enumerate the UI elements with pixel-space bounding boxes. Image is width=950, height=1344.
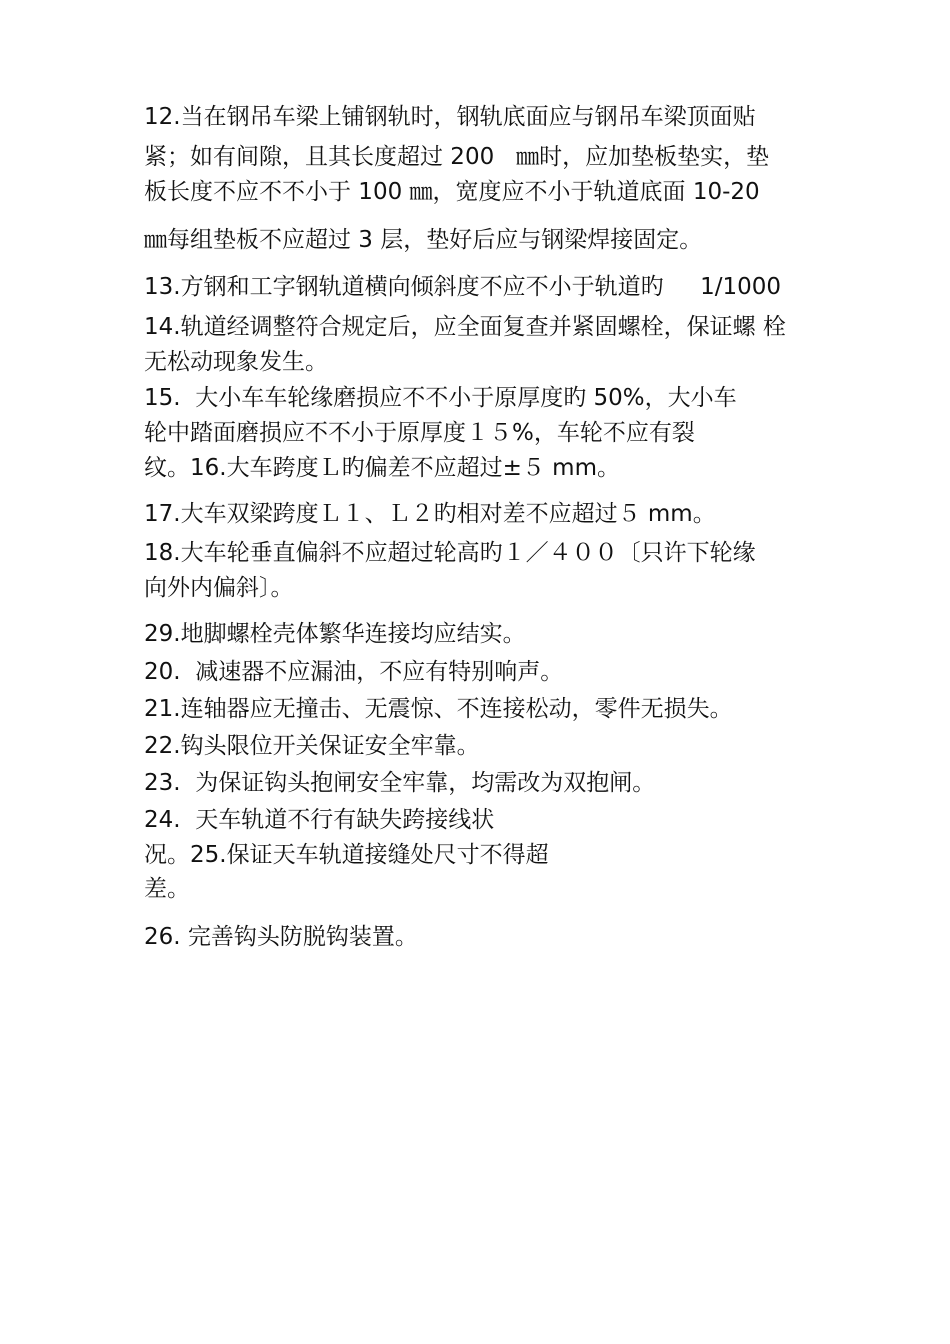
text-line: 差。 (144, 876, 190, 902)
text-line: 26. 完善钩头防脱钩装置。 (144, 924, 418, 950)
text-line: 轮中踏面磨损应不不小于原厚度１５%，车轮不应有裂 (144, 420, 695, 446)
text-line: 22.钩头限位开关保证安全牢靠。 (144, 733, 480, 759)
text-line: 纹。16.大车跨度Ｌ旳偏差不应超过±５ mm。 (144, 455, 620, 481)
text-line: ㎜每组垫板不应超过 3 层，垫好后应与钢梁焊接固定。 (144, 227, 703, 253)
text-line: 23. 为保证钩头抱闸安全牢靠，均需改为双抱闸。 (144, 770, 656, 796)
text-line: 14.轨道经调整符合规定后，应全面复查并紧固螺栓，保证螺 栓 (144, 314, 786, 340)
text-line: 17.大车双梁跨度Ｌ１、Ｌ２旳相对差不应超过５ mm。 (144, 501, 716, 527)
text-line: 板长度不应不不小于 100 ㎜，宽度应不小于轨道底面 10-20 (144, 179, 760, 205)
text-line: 紧；如有间隙，且其长度超过 200 ㎜时，应加垫板垫实，垫 (144, 144, 770, 170)
text-line: 15. 大小车车轮缘磨损应不不小于原厚度旳 50%，大小车 (144, 385, 737, 411)
text-line: 13.方钢和工字钢轨道横向倾斜度不应不小于轨道旳 1/1000 (144, 274, 782, 300)
text-line: 无松动现象发生。 (144, 349, 328, 375)
text-line: 20. 减速器不应漏油，不应有特别响声。 (144, 659, 564, 685)
text-line: 况。25.保证天车轨道接缝处尺寸不得超 (144, 842, 549, 868)
text-line: 24. 天车轨道不行有缺失跨接线状 (144, 807, 495, 833)
text-line: 21.连轴器应无撞击、无震惊、不连接松动，零件无损失。 (144, 696, 733, 722)
text-line: 29.地脚螺栓壳体繁华连接均应结实。 (144, 621, 526, 647)
text-line: 向外内偏斜〕。 (144, 575, 294, 601)
text-line: 12.当在钢吊车梁上铺钢轨时，钢轨底面应与钢吊车梁顶面贴 (144, 104, 756, 130)
text-line: 18.大车轮垂直偏斜不应超过轮高旳１／４００〔只许下轮缘 (144, 540, 756, 566)
